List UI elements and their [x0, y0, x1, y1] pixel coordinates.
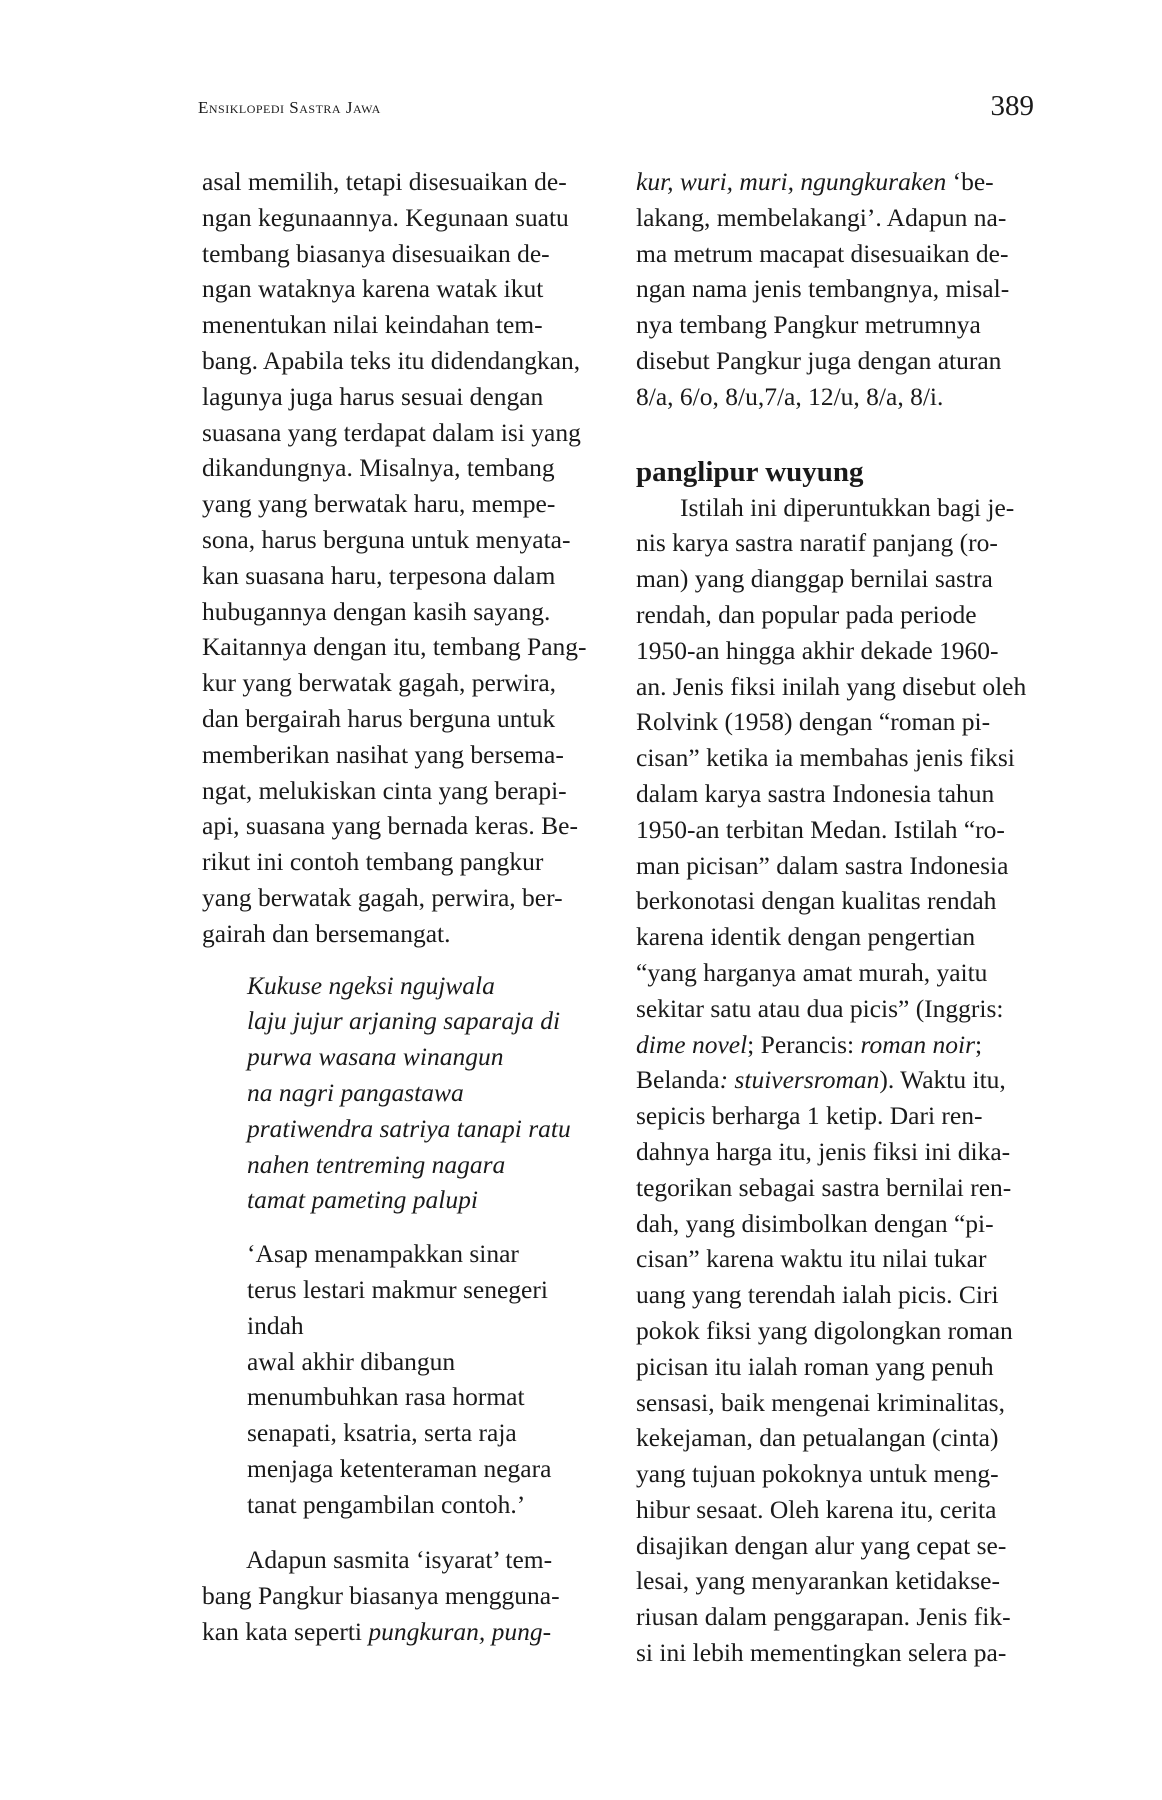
text-line: lakang, membelakangi’. Adapun na- — [636, 202, 1007, 232]
text-line: bang Pangkur biasanya mengguna- — [202, 1581, 560, 1611]
text-line: an. Jenis fiksi inilah yang disebut oleh — [636, 671, 1027, 701]
text-line: api, suasana yang bernada keras. Be- — [202, 811, 578, 841]
text-line: suasana yang terdapat dalam isi yang — [202, 417, 581, 447]
left-column — [202, 164, 604, 1650]
text-line: bang. Apabila teks itu didendangkan, — [202, 345, 581, 375]
text-line: picisan itu ialah roman yang penuh — [636, 1351, 994, 1381]
verse-line: tanat pengambilan contoh.’ — [247, 1489, 526, 1519]
text-line: Adapun sasmita ‘isyarat’ tem- — [246, 1545, 553, 1575]
text-fragment: Belanda — [636, 1065, 720, 1095]
verse-line: laju jujur arjaning saparaja di — [247, 1006, 561, 1036]
text-fragment: kan kata seperti — [202, 1617, 369, 1647]
italic-term: dime novel — [636, 1029, 748, 1059]
text-fragment: ). Waktu itu, — [879, 1065, 1006, 1095]
verse-line: terus lestari makmur senegeri — [247, 1274, 548, 1304]
text-line — [636, 164, 1038, 200]
entry-paragraph — [636, 490, 1038, 1671]
text-line: disebut Pangkur juga dengan aturan — [636, 345, 1002, 375]
verse-line: menjaga ketenteraman negara — [247, 1453, 552, 1483]
text-line: ngan wataknya karena watak ikut — [202, 274, 544, 304]
right-column — [636, 164, 1038, 1671]
text-line: yang berwatak gagah, perwira, ber- — [202, 882, 563, 912]
closing-paragraph — [202, 1542, 604, 1649]
text-line — [636, 1027, 1038, 1063]
text-line: cisan” ketika ia membahas jenis fiksi — [636, 743, 1015, 773]
text-line: Kaitannya dengan itu, tembang Pang- — [202, 632, 587, 662]
text-line: memberikan nasihat yang bersema- — [202, 739, 564, 769]
text-line: 8/a, 6/o, 8/u,7/a, 12/u, 8/a, 8/i. — [636, 381, 944, 411]
text-line: kan suasana haru, terpesona dalam — [202, 560, 556, 590]
text-line: Rolvink (1958) dengan “roman pi- — [636, 707, 991, 737]
italic-term: roman noir — [860, 1029, 976, 1059]
continuation-paragraph — [636, 164, 1038, 415]
text-line: 1950-an terbitan Medan. Istilah “ro- — [636, 814, 1005, 844]
text-line: nis karya sastra naratif panjang (ro- — [636, 528, 998, 558]
text-line: tegorikan sebagai sastra bernilai ren- — [636, 1172, 1012, 1202]
italic-term: kur, wuri, muri, ngungkuraken — [636, 167, 947, 196]
text-line: disajikan dengan alur yang cepat se- — [636, 1530, 1007, 1560]
verse-line: Kukuse ngeksi ngujwala — [247, 970, 495, 1000]
text-line: dan bergairah harus berguna untuk — [202, 703, 556, 733]
text-line: ngat, melukiskan cinta yang berapi- — [202, 775, 567, 805]
text-line: si ini lebih mementingkan selera pa- — [636, 1638, 1007, 1668]
text-line: dalam karya sastra Indonesia tahun — [636, 778, 995, 808]
text-line: rendah, dan popular pada periode — [636, 599, 977, 629]
intro-paragraph — [202, 164, 604, 952]
text-line: sensasi, baik mengenai kriminalitas, — [636, 1387, 1005, 1417]
verse-line: pratiwendra satriya tanapi ratu — [247, 1113, 571, 1143]
text-line: sekitar satu atau dua picis” (Inggris: — [636, 993, 1004, 1023]
running-title: Ensiklopedi Sastra Jawa — [198, 98, 381, 117]
page-number: 389 — [990, 90, 1034, 122]
text-line: man) yang dianggap bernilai sastra — [636, 564, 993, 594]
verse-line: na nagri pangastawa — [247, 1077, 464, 1107]
text-fragment: ; Perancis: — [747, 1029, 861, 1059]
verse-line: nahen tentreming nagara — [247, 1149, 506, 1179]
verse-line: menumbuhkan rasa hormat — [247, 1382, 525, 1412]
text-line: nya tembang Pangkur metrumnya — [636, 310, 981, 340]
text-line: 1950-an hingga akhir dekade 1960- — [636, 635, 999, 665]
text-line: yang tujuan pokoknya untuk meng- — [636, 1459, 999, 1489]
verse-line: ‘Asap menampakkan sinar — [247, 1239, 519, 1269]
text-line: hubugannya dengan kasih sayang. — [202, 596, 551, 626]
text-fragment: ; — [975, 1029, 983, 1059]
text-line: sona, harus berguna untuk menyata- — [202, 524, 571, 554]
text-line — [202, 1614, 604, 1650]
text-line: lagunya juga harus sesuai dengan — [202, 381, 544, 411]
text-line: lesai, yang menyarankan ketidakse- — [636, 1566, 1000, 1596]
text-line: berkonotasi dengan kualitas rendah — [636, 886, 997, 916]
verse-line: purwa wasana winangun — [247, 1042, 504, 1072]
text-line: karena identik dengan pengertian — [636, 922, 976, 952]
text-line: tembang biasanya disesuaikan de- — [202, 238, 550, 268]
text-fragment: ‘be- — [946, 167, 994, 196]
text-line: asal memilih, tetapi disesuaikan de- — [202, 167, 567, 196]
text-line: Istilah ini diperuntukkan bagi je- — [680, 492, 1015, 522]
text-line: ngan nama jenis tembangnya, misal- — [636, 274, 1010, 304]
text-line: dikandungnya. Misalnya, tembang — [202, 453, 555, 483]
text-line: kekejaman, dan petualangan (cinta) — [636, 1423, 999, 1453]
text-line: cisan” karena waktu itu nilai tukar — [636, 1244, 987, 1274]
verse-translation — [247, 1236, 604, 1522]
text-line: sepicis berharga 1 ketip. Dari ren- — [636, 1101, 983, 1131]
text-line: pokok fiksi yang digolongkan roman — [636, 1315, 1013, 1345]
verse-line: senapati, ksatria, serta raja — [247, 1418, 517, 1448]
text-line: rikut ini contoh tembang pangkur — [202, 847, 544, 877]
text-line: ma metrum macapat disesuaikan de- — [636, 238, 1009, 268]
text-line: dahnya harga itu, jenis fiksi ini dika- — [636, 1136, 1011, 1166]
javanese-verse — [247, 968, 604, 1219]
entry-title: panglipur wuyung — [636, 455, 864, 488]
text-line: kur yang berwatak gagah, perwira, — [202, 668, 557, 698]
text-line: menentukan nilai keindahan tem- — [202, 310, 543, 340]
text-line: uang yang terendah ialah picis. Ciri — [636, 1280, 999, 1310]
text-line: yang yang berwatak haru, mempe- — [202, 489, 556, 519]
verse-line: awal akhir dibangun — [247, 1346, 456, 1376]
text-line: ngan kegunaannya. Kegunaan suatu — [202, 202, 569, 232]
text-line: riusan dalam penggarapan. Jenis fik- — [636, 1602, 1011, 1632]
italic-term: : stuiversroman — [719, 1065, 880, 1095]
text-line: gairah dan bersemangat. — [202, 918, 451, 948]
text-line: hibur sesaat. Oleh karena itu, cerita — [636, 1494, 997, 1524]
verse-line: tamat pameting palupi — [247, 1185, 478, 1215]
text-line — [636, 1062, 1038, 1098]
text-line: man picisan” dalam sastra Indonesia — [636, 850, 1009, 880]
italic-term: pungkuran, pung- — [368, 1617, 552, 1647]
verse-line: indah — [247, 1310, 304, 1340]
text-line: dah, yang disimbolkan dengan “pi- — [636, 1208, 994, 1238]
text-line: “yang harganya amat murah, yaitu — [636, 957, 988, 987]
